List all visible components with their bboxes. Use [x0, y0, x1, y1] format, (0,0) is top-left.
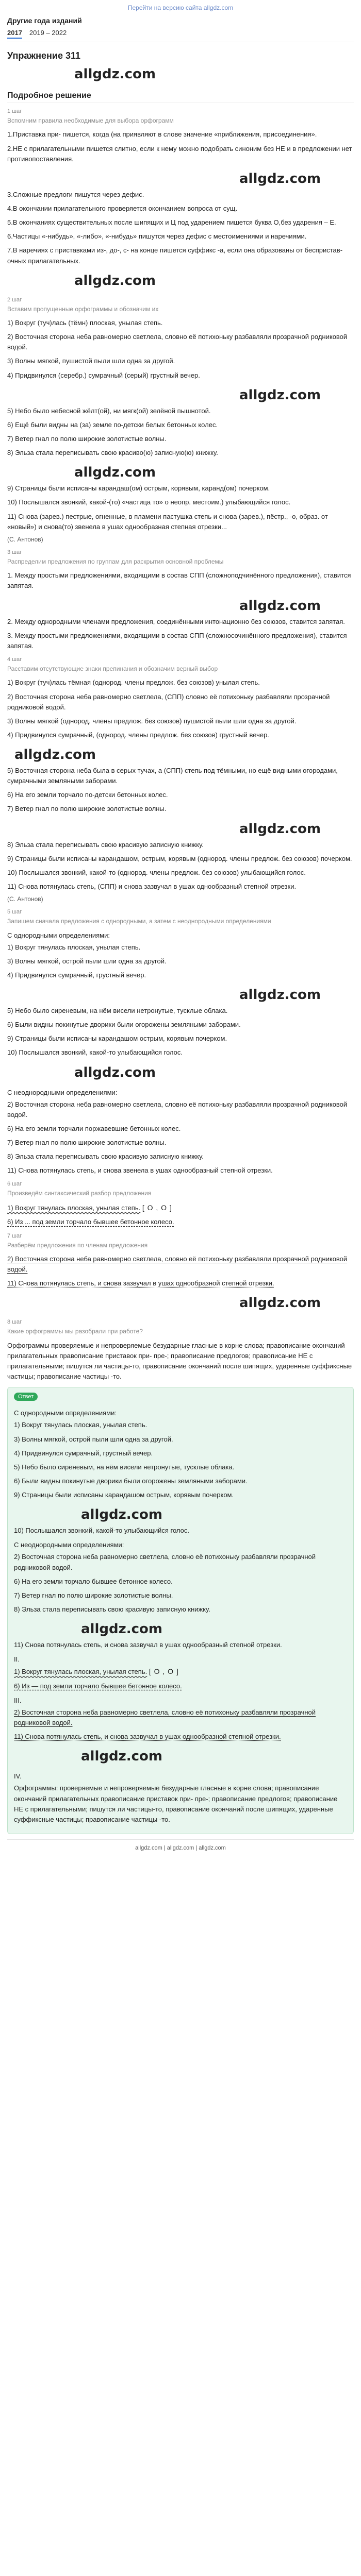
parsed-sentence [14, 1666, 347, 1677]
sentence: 6) На его земли торчало по-детски бетонных колес. [7, 791, 168, 799]
rule-line: 2.НЕ с прилагательными пишется слитно, если к нему можно подобрать синоним без НЕ и в предложении нет противопоставления. [7, 144, 352, 163]
watermark: allgdz.com [74, 1064, 156, 1080]
sentence: 2) Восточная сторона неба равномерно светлела, словно её потихоньку разбавляли прозрачной родниковой водой. [7, 333, 348, 351]
sentence: 7) Ветер гнал по полю широкие золотистые волны. [7, 805, 167, 813]
author-signature: (С. Антонов) [7, 895, 43, 903]
sentence: 9) Страницы были исписаны карандашом острым, корявым почерком. [7, 1035, 227, 1043]
rule-line: 1.Приставка при- пишется, когда (на приявляют в слове значение «приближения, присоединения». [7, 130, 317, 139]
group-title: С однородными определениями: [7, 931, 110, 939]
detailed-solution-title: Подробное решение [7, 91, 354, 103]
rule-line: 3.Сложные предлоги пишутся через дефис. [7, 190, 144, 198]
sentence: 5) Восточная сторона неба была в серых тучах, а (СПП) степь под тёмными, но ещё видными огородами, сумрачными земляными заборами. [7, 767, 338, 785]
roman-numeral: II. [14, 1655, 20, 1664]
sentence: 4) Придвинулся (серебр.) сумрачный (серый) грустный вечер. [7, 371, 200, 379]
sentence: 1) Вокруг тянулась плоская, унылая степь. [14, 1421, 147, 1429]
watermark: allgdz.com [239, 387, 321, 403]
parsed-sentence: 6) Из ... под земли торчало бывшее бетонное колесо. [7, 1218, 174, 1226]
sentence: 9) Страницы были исписаны карандашом, острым, корявым (однород. члены предлож. без союзов) почерком. [7, 854, 352, 862]
step-label: 6 шаг [7, 1181, 22, 1188]
sentence: 9) Страницы были исписаны карандашом острым, корявым почерком. [14, 1491, 234, 1499]
group-title: С неоднородными определениями: [14, 1541, 124, 1549]
roman-numeral: III. [14, 1697, 22, 1705]
sentence: 4) Придвинулся сумрачный, грустный вечер. [7, 971, 146, 979]
watermark: allgdz.com [74, 273, 156, 289]
year-tab-2019-2022[interactable]: 2019 – 2022 [29, 29, 67, 37]
sentence: 9) Страницы были исписаны карандаш(ом) острым, корявым, каранд(ом) почерком. [7, 484, 270, 493]
sentence: 8) Эльза стала переписывать свою красивую записную книжку. [14, 1605, 210, 1613]
step-label: 2 шаг [7, 296, 22, 303]
sentence: 7) Ветер гнал по полю широкие золотистые волны. [7, 435, 167, 443]
step-label: 8 шаг [7, 1319, 22, 1326]
desktop-version-link[interactable]: Перейти на версию сайта allgdz.com [127, 4, 234, 11]
sentence-scheme: [ O , O ] [149, 1667, 179, 1676]
parsed-sentence: 2) Восточная сторона неба равномерно светлела, словно её потихоньку разбавляли прозрачной родниковой водой. [7, 1255, 348, 1274]
group-title: С однородными определениями: [14, 1409, 117, 1417]
step-task: Произведём синтаксический разбор предложения [7, 1190, 152, 1197]
watermark: allgdz.com [239, 598, 321, 614]
sentence: 6) Ещё были видны на (за) земле по-детски белых бетонных колес. [7, 420, 218, 429]
step-task: Распределим предложения по группам для раскрытия основной проблемы [7, 557, 224, 565]
step-label: 3 шаг [7, 549, 22, 555]
sentence: 4) Придвинулся сумрачный, (однород. члены предлож. без союзов) грустный вечер. [7, 731, 269, 739]
step-task: Какие орфограммы мы разобрали при работе? [7, 1328, 143, 1335]
step-task: Разберём предложения по членам предложения [7, 1241, 148, 1249]
sentence: 2) Восточная сторона неба равномерно светлела, (СПП) словно её потихоньку разбавляли прозрачной родниковой водой. [7, 692, 330, 711]
year-tab-2017[interactable]: 2017 [7, 28, 22, 39]
sentence: 10) Послышался звонкий, какой-то улыбающийся голос. [7, 1048, 183, 1057]
sentence: 1) Вокруг тянулась плоская, унылая степь. [7, 943, 141, 951]
sentence: 5) Небо было сиреневым, на нём висели нетронутые, тусклые облака. [14, 1463, 235, 1471]
sentence: 1) Вокруг (туч)лась тёмная (однород. члены предлож. без союзов) унылая степь. [7, 679, 260, 687]
step-label: 4 шаг [7, 656, 22, 663]
watermark: allgdz.com [81, 1749, 162, 1765]
years-title: Другие года изданий [7, 16, 82, 25]
answer-badge: Ответ [14, 1393, 38, 1401]
rule-line: 5.В окончаниях существительных после шипящих и Ц под ударением пишется буква О,без ударения – Е. [7, 218, 336, 227]
sentence: 11) Снова потянулась степь, и снова зазвучал в ушах однообразный степной отрезки. [14, 1641, 282, 1649]
step-task: Расставим отсутствующие знаки препинания и обозначим верный выбор [7, 665, 218, 672]
step-label: 5 шаг [7, 909, 22, 916]
sentence: 5) Небо было сиреневым, на нём висели нетронутые, тусклые облака. [7, 1007, 228, 1014]
watermark: allgdz.com [239, 1295, 321, 1311]
sentence: 8) Эльза стала переписывать свою красивую записную книжку. [7, 840, 204, 849]
parsed-sentence: 11) Снова потянулась степь, и снова зазвучал в ушах однообразной степной отрезки. [7, 1279, 274, 1287]
sentence: 7) Ветер гнал по полю широкие золотистые волны. [14, 1591, 173, 1599]
watermark: allgdz.com [74, 66, 156, 82]
rule-line: 3. Между простыми предложениями, входящими в состав СПП (сложносочинённого предложения), ставится запятая. [7, 631, 347, 650]
step-label: 7 шаг [7, 1232, 22, 1239]
group-title: С неоднородными определениями: [7, 1088, 118, 1096]
sentence: 10) Послышался звонкий, какой-(то) «частица то» о неопр. местоим.) улыбающийся голос. [7, 498, 291, 506]
sentence: 11) Снова (зарев.) пестрые, огненные, в пламени пастушка степь и снова (зарев.), пёстр., -о, образ. от «новый») и снова(то) звенела в ушах однообразная степная отрезки... [7, 512, 328, 531]
answer-box [7, 1387, 354, 1834]
sentence: 10) Послышался звонкий, какой-то улыбающийся голос. [14, 1527, 189, 1535]
step-task: Запишем сначала предложения с однородными, а затем с неоднородными определениями [7, 918, 271, 925]
parsed-sentence [7, 1202, 354, 1214]
rule-line: 4.В окончании прилагательного проверяется окончанием вопроса от сущ. [7, 204, 238, 212]
watermark: allgdz.com [239, 987, 321, 1003]
sentence: 3) Волны мягкой (однород. члены предлож. без союзов) пушистой пыли шли одна за другой. [7, 717, 297, 725]
author-signature: (С. Антонов) [7, 535, 43, 543]
sentence: 8) Эльза стала переписывать свою красиво(ю) записную(ю) книжку. [7, 449, 218, 457]
watermark: allgdz.com [74, 465, 156, 481]
rule-line: 1. Между простыми предложениями, входящими в состав СПП (сложноподчинённого предложения), ставится запятая. [7, 571, 351, 590]
parsed-sentence: 11) Снова потянулась степь, и снова зазвучал в ушах однообразной степной отрезки. [14, 1733, 281, 1741]
sentence: 11) Снова потянулась степь, и снова звенела в ушах однообразный степной отрезки. [7, 1166, 273, 1175]
sentence: 6) Были видны покинутые дворики были огорожены земляными заборами. [14, 1477, 248, 1485]
parsed-sentence: 6) Из — под земли торчало бывшее бетонное колесо. [14, 1682, 182, 1690]
sentence: 8) Эльза стала переписывать свою красивую записную книжку. [7, 1153, 204, 1161]
rule-line: 6.Частицы «-нибудь», «-либо», «-нибудь» пишутся через дефис с местоимениями и наречиями. [7, 232, 307, 241]
step-task: Вставим пропущенные орфограммы и обозначим их [7, 305, 159, 313]
watermark: allgdz.com [239, 171, 321, 187]
parsed-sentence: 2) Восточная сторона неба равномерно светлела, словно её потихоньку разбавляли прозрачной родниковой водой. [14, 1708, 316, 1727]
roman-numeral: IV. [14, 1772, 22, 1781]
sentence: 11) Снова потянулась степь, (СПП) и снова зазвучал в ушах однообразный степной отрезки. [7, 883, 297, 891]
sentence: 3) Волны мягкой, пушистой пыли шли одна за другой. [7, 357, 175, 365]
orthography-summary: Орфограммы проверяемые и непроверяемые безударные гласные в корне слова; правописание окончаний прилагательных правописание приставок при- пре-; правописание предлогов; правописание НЕ с прилагательными; пишутся ли частицы-то, правописание окончаний после шипящих, ударенные суффиксные частицы; правописание частицы -то. [7, 1341, 352, 1381]
sentence: 6) На его земли торчали поржавевшие бетонных колес. [7, 1124, 181, 1132]
watermark: allgdz.com [81, 1507, 162, 1523]
step-task: Вспомним правила необходимые для выбора орфограмм [7, 117, 174, 124]
sentence: 2) Восточная сторона неба равномерно светлела, словно её потихоньку разбавляли прозрачной родниковой водой. [7, 1100, 348, 1118]
sentence-scheme: [ O , O ] [142, 1203, 172, 1212]
years-tabs [7, 28, 354, 42]
sentence: 1) Вокруг (туч)лась (тёмн) плоская, унылая степь. [7, 319, 163, 327]
sentence: 5) Небо было небесной жёлт(ой), ни мягк(ой) зелёной пышнотой. [7, 406, 211, 415]
parsed-sentence-text: 1) Вокруг тянулась плоская, унылая степь. [7, 1204, 141, 1212]
orthography-summary: Орфограммы: проверяемые и непроверяемые безударные гласные в корне слова; правописание окончаний прилагательных правописание приставок при- пре-; правописание предлогов; правописание НЕ с прилагательными; пишутся ли частицы-то, правописание окончаний после шипящих, ударенные суффиксные частицы; правописание частицы -то. [14, 1784, 338, 1823]
watermark: allgdz.com [239, 821, 321, 837]
exercise-title: Упражнение 311 [7, 50, 81, 61]
watermark: allgdz.com [81, 1621, 162, 1637]
rule-line: 2. Между однородными членами предложения, соединёнными интонационно без союзов, ставится запятая. [7, 617, 345, 625]
rule-line: 7.В наречиях с приставками из-, до-, с- на конце пишется суффикс -а, если она образованы от бесприставочных прилагательных. [7, 246, 343, 265]
sentence: 3) Волны мягкой, острой пыли шли одна за другой. [14, 1435, 173, 1443]
sentence: 10) Послышался звонкий, какой-то (однород. члены предлож. без союзов) улыбающийся голос. [7, 868, 306, 876]
sentence: 6) На его земли торчало бывшее бетонное колесо. [14, 1577, 173, 1585]
sentence: 2) Восточная сторона неба равномерно светлела, словно её потихоньку разбавляли прозрачной родниковой водой. [14, 1553, 316, 1571]
sentence: 6) Были видны покинутые дворики были огорожены земляными заборами. [7, 1021, 241, 1029]
parsed-sentence-text: 1) Вокруг тянулась плоская, унылая степь. [14, 1668, 147, 1676]
watermark: allgdz.com [14, 747, 96, 763]
sentence: 3) Волны мягкой, острой пыли шли одна за другой. [7, 957, 167, 965]
sentence: 4) Придвинулся сумрачный, грустный вечер. [14, 1449, 153, 1457]
step-label: 1 шаг [7, 108, 22, 114]
footer-links[interactable]: allgdz.com | allgdz.com | allgdz.com [7, 1839, 354, 1853]
sentence: 7) Ветер гнал по полю широкие золотистые волны. [7, 1138, 167, 1146]
